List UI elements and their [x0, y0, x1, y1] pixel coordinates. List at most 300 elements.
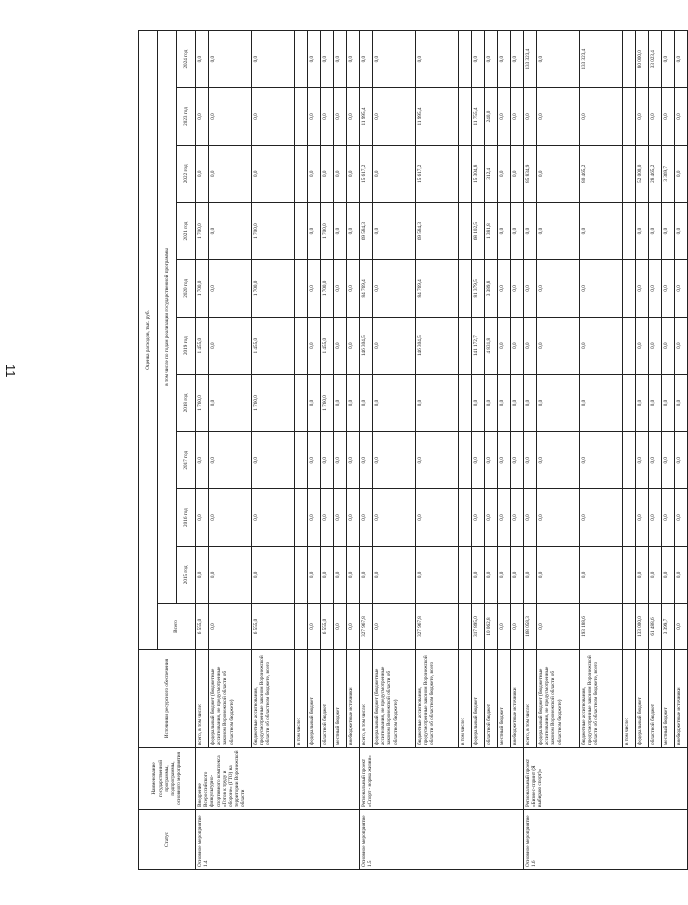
year-value-cell: 0,0 [649, 260, 662, 317]
table-row [511, 31, 524, 870]
year-value-cell: 0,0 [472, 546, 485, 603]
year-value-cell: 0,0 [416, 489, 459, 546]
year-value-cell: 0,0 [360, 546, 373, 603]
total-cell: 0,0 [308, 604, 321, 650]
year-value-cell: 69 584,3 [360, 202, 373, 259]
year-value-cell: 0,0 [416, 546, 459, 603]
total-cell: 0,0 [209, 604, 252, 650]
year-value-cell: 0,0 [580, 260, 623, 317]
year-value-cell: 0,0 [662, 432, 675, 489]
year-value-cell: 0,0 [636, 88, 649, 145]
year-value-cell: 0,0 [373, 489, 416, 546]
year-value-cell: 0,0 [321, 31, 334, 88]
total-cell: 6 555,0 [196, 604, 209, 650]
year-value-cell [459, 260, 472, 317]
year-value-cell: 0,0 [524, 317, 537, 374]
table-row [580, 31, 623, 870]
year-value-cell: 0,0 [196, 546, 209, 603]
table-row [196, 31, 209, 870]
source-cell: местный бюджет [662, 650, 675, 748]
year-value-cell: 0,0 [347, 88, 360, 145]
year-value-cell: 0,0 [373, 202, 416, 259]
table-row [334, 31, 347, 870]
header-year: 2015 год [177, 546, 196, 603]
year-value-cell: 0,0 [649, 202, 662, 259]
year-value-cell: 1 760,0 [196, 374, 209, 431]
year-value-cell [623, 489, 636, 546]
total-cell [623, 604, 636, 650]
year-value-cell: 0,0 [511, 88, 524, 145]
year-value-cell: 312,4 [485, 145, 498, 202]
year-value-cell: 1 455,0 [252, 317, 295, 374]
year-value-cell: 0,0 [537, 432, 580, 489]
total-cell: 133 000,0 [636, 604, 649, 650]
year-value-cell: 1 700,0 [196, 260, 209, 317]
year-value-cell: 0,0 [209, 489, 252, 546]
year-value-cell: 0,0 [373, 317, 416, 374]
year-value-cell: 1 381,8 [485, 202, 498, 259]
year-value-cell: 1 455,0 [196, 317, 209, 374]
year-value-cell: 0,0 [636, 432, 649, 489]
year-value-cell: 0,0 [209, 317, 252, 374]
year-value-cell: 0,0 [196, 432, 209, 489]
year-value-cell: 0,0 [649, 374, 662, 431]
year-value-cell [623, 31, 636, 88]
year-value-cell: 3 389,8 [485, 260, 498, 317]
status-cell: Основное мероприятие 1.5 [360, 810, 524, 870]
year-value-cell: 0,0 [472, 489, 485, 546]
year-value-cell: 0,0 [416, 374, 459, 431]
year-value-cell: 0,0 [498, 260, 511, 317]
year-value-cell: 52 000,0 [636, 145, 649, 202]
year-value-cell: 0,0 [360, 31, 373, 88]
year-value-cell: 0,0 [347, 31, 360, 88]
year-value-cell: 84 769,4 [416, 260, 459, 317]
year-value-cell: 0,0 [675, 202, 688, 259]
year-value-cell: 0,0 [511, 202, 524, 259]
year-value-cell: 0,0 [360, 374, 373, 431]
year-value-cell: 0,0 [485, 374, 498, 431]
source-cell: в том числе: [459, 650, 472, 748]
total-cell: 193 188,6 [580, 604, 623, 650]
year-value-cell: 0,0 [537, 31, 580, 88]
year-value-cell [623, 546, 636, 603]
source-cell: федеральный бюджет [636, 650, 649, 748]
year-value-cell: 0,0 [524, 432, 537, 489]
year-value-cell [459, 31, 472, 88]
year-value-cell: 0,0 [580, 489, 623, 546]
year-value-cell: 0,0 [524, 489, 537, 546]
total-cell: 0,0 [347, 604, 360, 650]
table-row [675, 31, 688, 870]
year-value-cell: 0,0 [252, 88, 295, 145]
year-value-cell: 0,0 [524, 202, 537, 259]
year-value-cell: 0,0 [580, 432, 623, 489]
table-row [459, 31, 472, 870]
year-value-cell: 69 584,3 [416, 202, 459, 259]
year-value-cell: 0,0 [196, 31, 209, 88]
year-value-cell: 0,0 [498, 546, 511, 603]
table-row [649, 31, 662, 870]
year-value-cell: 0,0 [196, 489, 209, 546]
source-cell: внебюджетные источники [511, 650, 524, 748]
year-value-cell: 0,0 [209, 260, 252, 317]
year-value-cell: 0,0 [498, 374, 511, 431]
year-value-cell: 0,0 [662, 374, 675, 431]
header-year: 2024 год [177, 31, 196, 88]
year-value-cell: 28 465,2 [649, 145, 662, 202]
year-value-cell: 1 760,0 [321, 374, 334, 431]
year-value-cell: 0,0 [308, 31, 321, 88]
year-value-cell: 0,0 [537, 374, 580, 431]
year-value-cell: 1 700,0 [321, 260, 334, 317]
header-year: 2017 год [177, 432, 196, 489]
source-cell: областной бюджет [321, 650, 334, 748]
year-value-cell: 0,0 [485, 489, 498, 546]
activity-name-cell: Региональный проект «Спорт - норма жизни» [360, 748, 524, 810]
activity-name-cell: Внедрение Всероссийского физкультурно-спортивного комплекса «Готов к труду и обороне» (ГТО) на территории Воронежской области [196, 748, 360, 810]
year-value-cell: 0,0 [334, 432, 347, 489]
year-value-cell: 0,0 [636, 202, 649, 259]
total-cell: 0,0 [511, 604, 524, 650]
table-row [321, 31, 334, 870]
year-value-cell [295, 546, 308, 603]
year-value-cell: 0,0 [675, 374, 688, 431]
year-value-cell: 0,0 [416, 31, 459, 88]
year-value-cell: 0,0 [675, 317, 688, 374]
year-value-cell: 0,0 [334, 260, 347, 317]
year-value-cell: 141 172,7 [472, 317, 485, 374]
year-value-cell: 11 755,4 [472, 88, 485, 145]
source-cell: внебюджетные источники [347, 650, 360, 748]
year-value-cell: 0,0 [472, 432, 485, 489]
year-value-cell: 0,0 [524, 260, 537, 317]
source-cell: федеральный бюджет (бюджетные ассигнования, не предусмотренные законом Воронежской области об областном бюджете) [373, 650, 416, 748]
table-body [196, 31, 688, 870]
rotated-table-wrapper [138, 30, 682, 870]
year-value-cell: 0,0 [537, 88, 580, 145]
year-value-cell: 68 102,5 [472, 202, 485, 259]
source-cell: местный бюджет [498, 650, 511, 748]
year-value-cell: 0,0 [308, 88, 321, 145]
source-cell: бюджетные ассигнования, предусмотренные законом Воронежской области об областном бюджете, всего [252, 650, 295, 748]
year-value-cell: 0,0 [334, 374, 347, 431]
total-cell: 10 062,8 [485, 604, 498, 650]
total-cell: 168 058,3 [524, 604, 537, 650]
page-number: 11 [3, 364, 18, 378]
year-value-cell: 0,0 [334, 88, 347, 145]
table-row [373, 31, 416, 870]
year-value-cell: 0,0 [511, 145, 524, 202]
year-value-cell: 0,0 [209, 546, 252, 603]
year-value-cell: 15 617,2 [416, 145, 459, 202]
year-value-cell: 1 455,0 [321, 317, 334, 374]
year-value-cell: 1 700,0 [196, 202, 209, 259]
year-value-cell: 15 617,2 [360, 145, 373, 202]
year-value-cell: 0,0 [649, 317, 662, 374]
year-value-cell: 0,0 [636, 317, 649, 374]
year-value-cell [459, 546, 472, 603]
year-value-cell: 0,0 [308, 317, 321, 374]
year-value-cell: 11 995,4 [416, 88, 459, 145]
source-cell: областной бюджет [649, 650, 662, 748]
year-value-cell [295, 31, 308, 88]
year-value-cell: 0,0 [308, 260, 321, 317]
year-value-cell: 0,0 [511, 260, 524, 317]
year-value-cell [623, 145, 636, 202]
source-cell: всего, в том числе: [196, 650, 209, 748]
year-value-cell: 0,0 [649, 546, 662, 603]
year-value-cell: 133 323,4 [580, 31, 623, 88]
year-value-cell: 0,0 [334, 546, 347, 603]
header-total: Всего [158, 604, 196, 650]
year-value-cell: 0,0 [498, 31, 511, 88]
year-value-cell: 0,0 [580, 88, 623, 145]
year-value-cell: 0,0 [416, 432, 459, 489]
year-value-cell: 0,0 [580, 374, 623, 431]
total-cell: 6 555,0 [252, 604, 295, 650]
year-value-cell: 0,0 [511, 31, 524, 88]
year-value-cell: 0,0 [511, 374, 524, 431]
year-value-cell: 15 304,8 [472, 145, 485, 202]
year-value-cell: 85 834,9 [524, 145, 537, 202]
year-value-cell [459, 432, 472, 489]
year-value-cell [623, 317, 636, 374]
year-value-cell: 1 700,0 [252, 260, 295, 317]
table-row [209, 31, 252, 870]
year-value-cell: 0,0 [498, 88, 511, 145]
header-year: 2018 год [177, 374, 196, 431]
table-row [485, 31, 498, 870]
year-value-cell: 0,0 [252, 489, 295, 546]
year-value-cell: 0,0 [511, 489, 524, 546]
year-value-cell [459, 489, 472, 546]
year-value-cell: 0,0 [524, 374, 537, 431]
total-cell [459, 604, 472, 650]
year-value-cell: 0,0 [636, 260, 649, 317]
header-year: 2016 год [177, 489, 196, 546]
year-value-cell: 0,0 [308, 432, 321, 489]
table-row [472, 31, 485, 870]
table-row [347, 31, 360, 870]
year-value-cell: 0,0 [498, 432, 511, 489]
year-value-cell: 0,0 [662, 489, 675, 546]
year-value-cell: 0,0 [321, 432, 334, 489]
year-value-cell: 0,0 [360, 432, 373, 489]
year-value-cell [459, 202, 472, 259]
year-value-cell: 0,0 [537, 260, 580, 317]
status-cell: Основное мероприятие 1.4 [196, 810, 360, 870]
table-row [252, 31, 295, 870]
table-row [295, 31, 308, 870]
year-value-cell: 0,0 [308, 374, 321, 431]
year-value-cell [295, 317, 308, 374]
year-value-cell: 0,0 [308, 202, 321, 259]
year-value-cell: 0,0 [580, 317, 623, 374]
year-value-cell: 0,0 [662, 260, 675, 317]
header-source: Источники ресурсного обеспечения [139, 650, 196, 748]
year-value-cell [295, 489, 308, 546]
year-value-cell: 1 760,0 [252, 374, 295, 431]
year-value-cell: 0,0 [649, 489, 662, 546]
total-cell: 0,0 [373, 604, 416, 650]
total-cell: 327 967,8 [416, 604, 459, 650]
year-value-cell: 133 323,4 [524, 31, 537, 88]
year-value-cell: 0,0 [537, 489, 580, 546]
year-value-cell: 0,0 [196, 88, 209, 145]
header-year: 2020 год [177, 260, 196, 317]
year-value-cell: 3 369,7 [662, 145, 675, 202]
table-row [636, 31, 649, 870]
year-value-cell: 81 379,5 [472, 260, 485, 317]
total-cell: 61 488,6 [649, 604, 662, 650]
source-cell: федеральный бюджет [308, 650, 321, 748]
year-value-cell: 0,0 [334, 31, 347, 88]
year-value-cell: 0,0 [675, 489, 688, 546]
year-value-cell [623, 260, 636, 317]
table-row [623, 31, 636, 870]
year-value-cell: 0,0 [347, 145, 360, 202]
year-value-cell: 0,0 [347, 489, 360, 546]
year-value-cell [459, 317, 472, 374]
year-value-cell: 0,0 [321, 489, 334, 546]
year-value-cell: 4 831,8 [485, 317, 498, 374]
year-value-cell: 0,0 [675, 145, 688, 202]
header-year: 2023 год [177, 88, 196, 145]
year-value-cell: 0,0 [537, 145, 580, 202]
year-value-cell: 0,0 [485, 432, 498, 489]
source-cell: в том числе: [295, 650, 308, 748]
year-value-cell: 0,0 [662, 546, 675, 603]
year-value-cell: 0,0 [675, 546, 688, 603]
year-value-cell: 0,0 [321, 546, 334, 603]
table-row [416, 31, 459, 870]
year-value-cell: 0,0 [636, 374, 649, 431]
year-value-cell: 0,0 [209, 145, 252, 202]
table-row [662, 31, 675, 870]
year-value-cell: 0,0 [321, 145, 334, 202]
year-value-cell: 0,0 [373, 546, 416, 603]
year-value-cell [295, 88, 308, 145]
year-value-cell: 0,0 [373, 145, 416, 202]
year-value-cell: 0,0 [347, 374, 360, 431]
header-year: 2022 год [177, 145, 196, 202]
header-incl: в том числе по годам реализации государственной программы [158, 31, 177, 604]
year-value-cell: 0,0 [511, 546, 524, 603]
total-cell [295, 604, 308, 650]
year-value-cell: 0,0 [252, 546, 295, 603]
year-value-cell: 0,0 [252, 432, 295, 489]
year-value-cell: 1 700,0 [321, 202, 334, 259]
year-value-cell [295, 145, 308, 202]
header-estimate: Оценка расходов, тыс. руб. [139, 31, 158, 650]
year-value-cell: 0,0 [675, 432, 688, 489]
year-value-cell [459, 88, 472, 145]
year-value-cell: 0,0 [472, 374, 485, 431]
year-value-cell: 0,0 [511, 317, 524, 374]
table-row [308, 31, 321, 870]
source-cell: областной бюджет [485, 650, 498, 748]
source-cell: бюджетные ассигнования, предусмотренные законом Воронежской области об областном бюджете, всего [580, 650, 623, 748]
total-cell: 0,0 [498, 604, 511, 650]
year-value-cell: 0,0 [524, 88, 537, 145]
year-value-cell: 0,0 [209, 88, 252, 145]
year-value-cell: 0,0 [209, 31, 252, 88]
year-value-cell: 0,0 [498, 489, 511, 546]
year-value-cell: 0,0 [636, 489, 649, 546]
source-cell: федеральный бюджет (бюджетные ассигнования, не предусмотренные законом Воронежской области об областном бюджете) [537, 650, 580, 748]
year-value-cell: 0,0 [347, 432, 360, 489]
year-value-cell: 0,0 [498, 317, 511, 374]
table-row [498, 31, 511, 870]
year-value-cell: 0,0 [373, 260, 416, 317]
status-cell: Основное мероприятие 1.6 [524, 810, 688, 870]
year-value-cell [459, 374, 472, 431]
year-value-cell: 146 304,5 [416, 317, 459, 374]
year-value-cell: 0,0 [662, 88, 675, 145]
year-value-cell: 0,0 [196, 145, 209, 202]
year-value-cell: 0,0 [209, 202, 252, 259]
year-value-cell: 0,0 [511, 432, 524, 489]
year-value-cell [459, 145, 472, 202]
year-value-cell: 11 995,4 [360, 88, 373, 145]
table-row [360, 31, 373, 870]
total-cell: 0,0 [334, 604, 347, 650]
year-value-cell: 0,0 [308, 145, 321, 202]
header-status: Статус [139, 810, 196, 870]
source-cell: в том числе: [623, 650, 636, 748]
year-value-cell: 80 000,0 [636, 31, 649, 88]
year-value-cell: 0,0 [334, 145, 347, 202]
total-cell: 6 555,0 [321, 604, 334, 650]
year-value-cell: 240,0 [485, 88, 498, 145]
year-value-cell: 0,0 [580, 546, 623, 603]
year-value-cell: 0,0 [649, 88, 662, 145]
total-cell: 3 399,7 [662, 604, 675, 650]
year-value-cell: 0,0 [347, 202, 360, 259]
year-value-cell: 0,0 [675, 88, 688, 145]
year-value-cell [295, 432, 308, 489]
table-row [537, 31, 580, 870]
year-value-cell: 33 023,4 [649, 31, 662, 88]
year-value-cell: 0,0 [334, 317, 347, 374]
year-value-cell: 0,0 [373, 31, 416, 88]
year-value-cell: 0,0 [321, 88, 334, 145]
year-value-cell: 0,0 [252, 145, 295, 202]
activity-name-cell: Региональный проект «Бизнес-спринт (Я выбираю спорт)» [524, 748, 688, 810]
year-value-cell: 0,0 [334, 489, 347, 546]
year-value-cell: 0,0 [334, 202, 347, 259]
source-cell: всего, в том числе: [360, 650, 373, 748]
year-value-cell: 0,0 [675, 31, 688, 88]
source-cell: федеральный бюджет [472, 650, 485, 748]
year-value-cell: 0,0 [209, 432, 252, 489]
year-value-cell: 0,0 [662, 31, 675, 88]
year-value-cell: 0,0 [209, 374, 252, 431]
year-value-cell: 0,0 [373, 374, 416, 431]
year-value-cell: 0,0 [580, 202, 623, 259]
year-value-cell: 0,0 [524, 546, 537, 603]
year-value-cell: 0,0 [498, 202, 511, 259]
year-value-cell: 0,0 [537, 546, 580, 603]
source-cell: местный бюджет [334, 650, 347, 748]
year-value-cell: 0,0 [373, 432, 416, 489]
year-value-cell: 0,0 [485, 546, 498, 603]
total-cell: 327 967,8 [360, 604, 373, 650]
source-cell: всего, в том числе: [524, 650, 537, 748]
total-cell: 317 895,0 [472, 604, 485, 650]
year-value-cell [295, 202, 308, 259]
